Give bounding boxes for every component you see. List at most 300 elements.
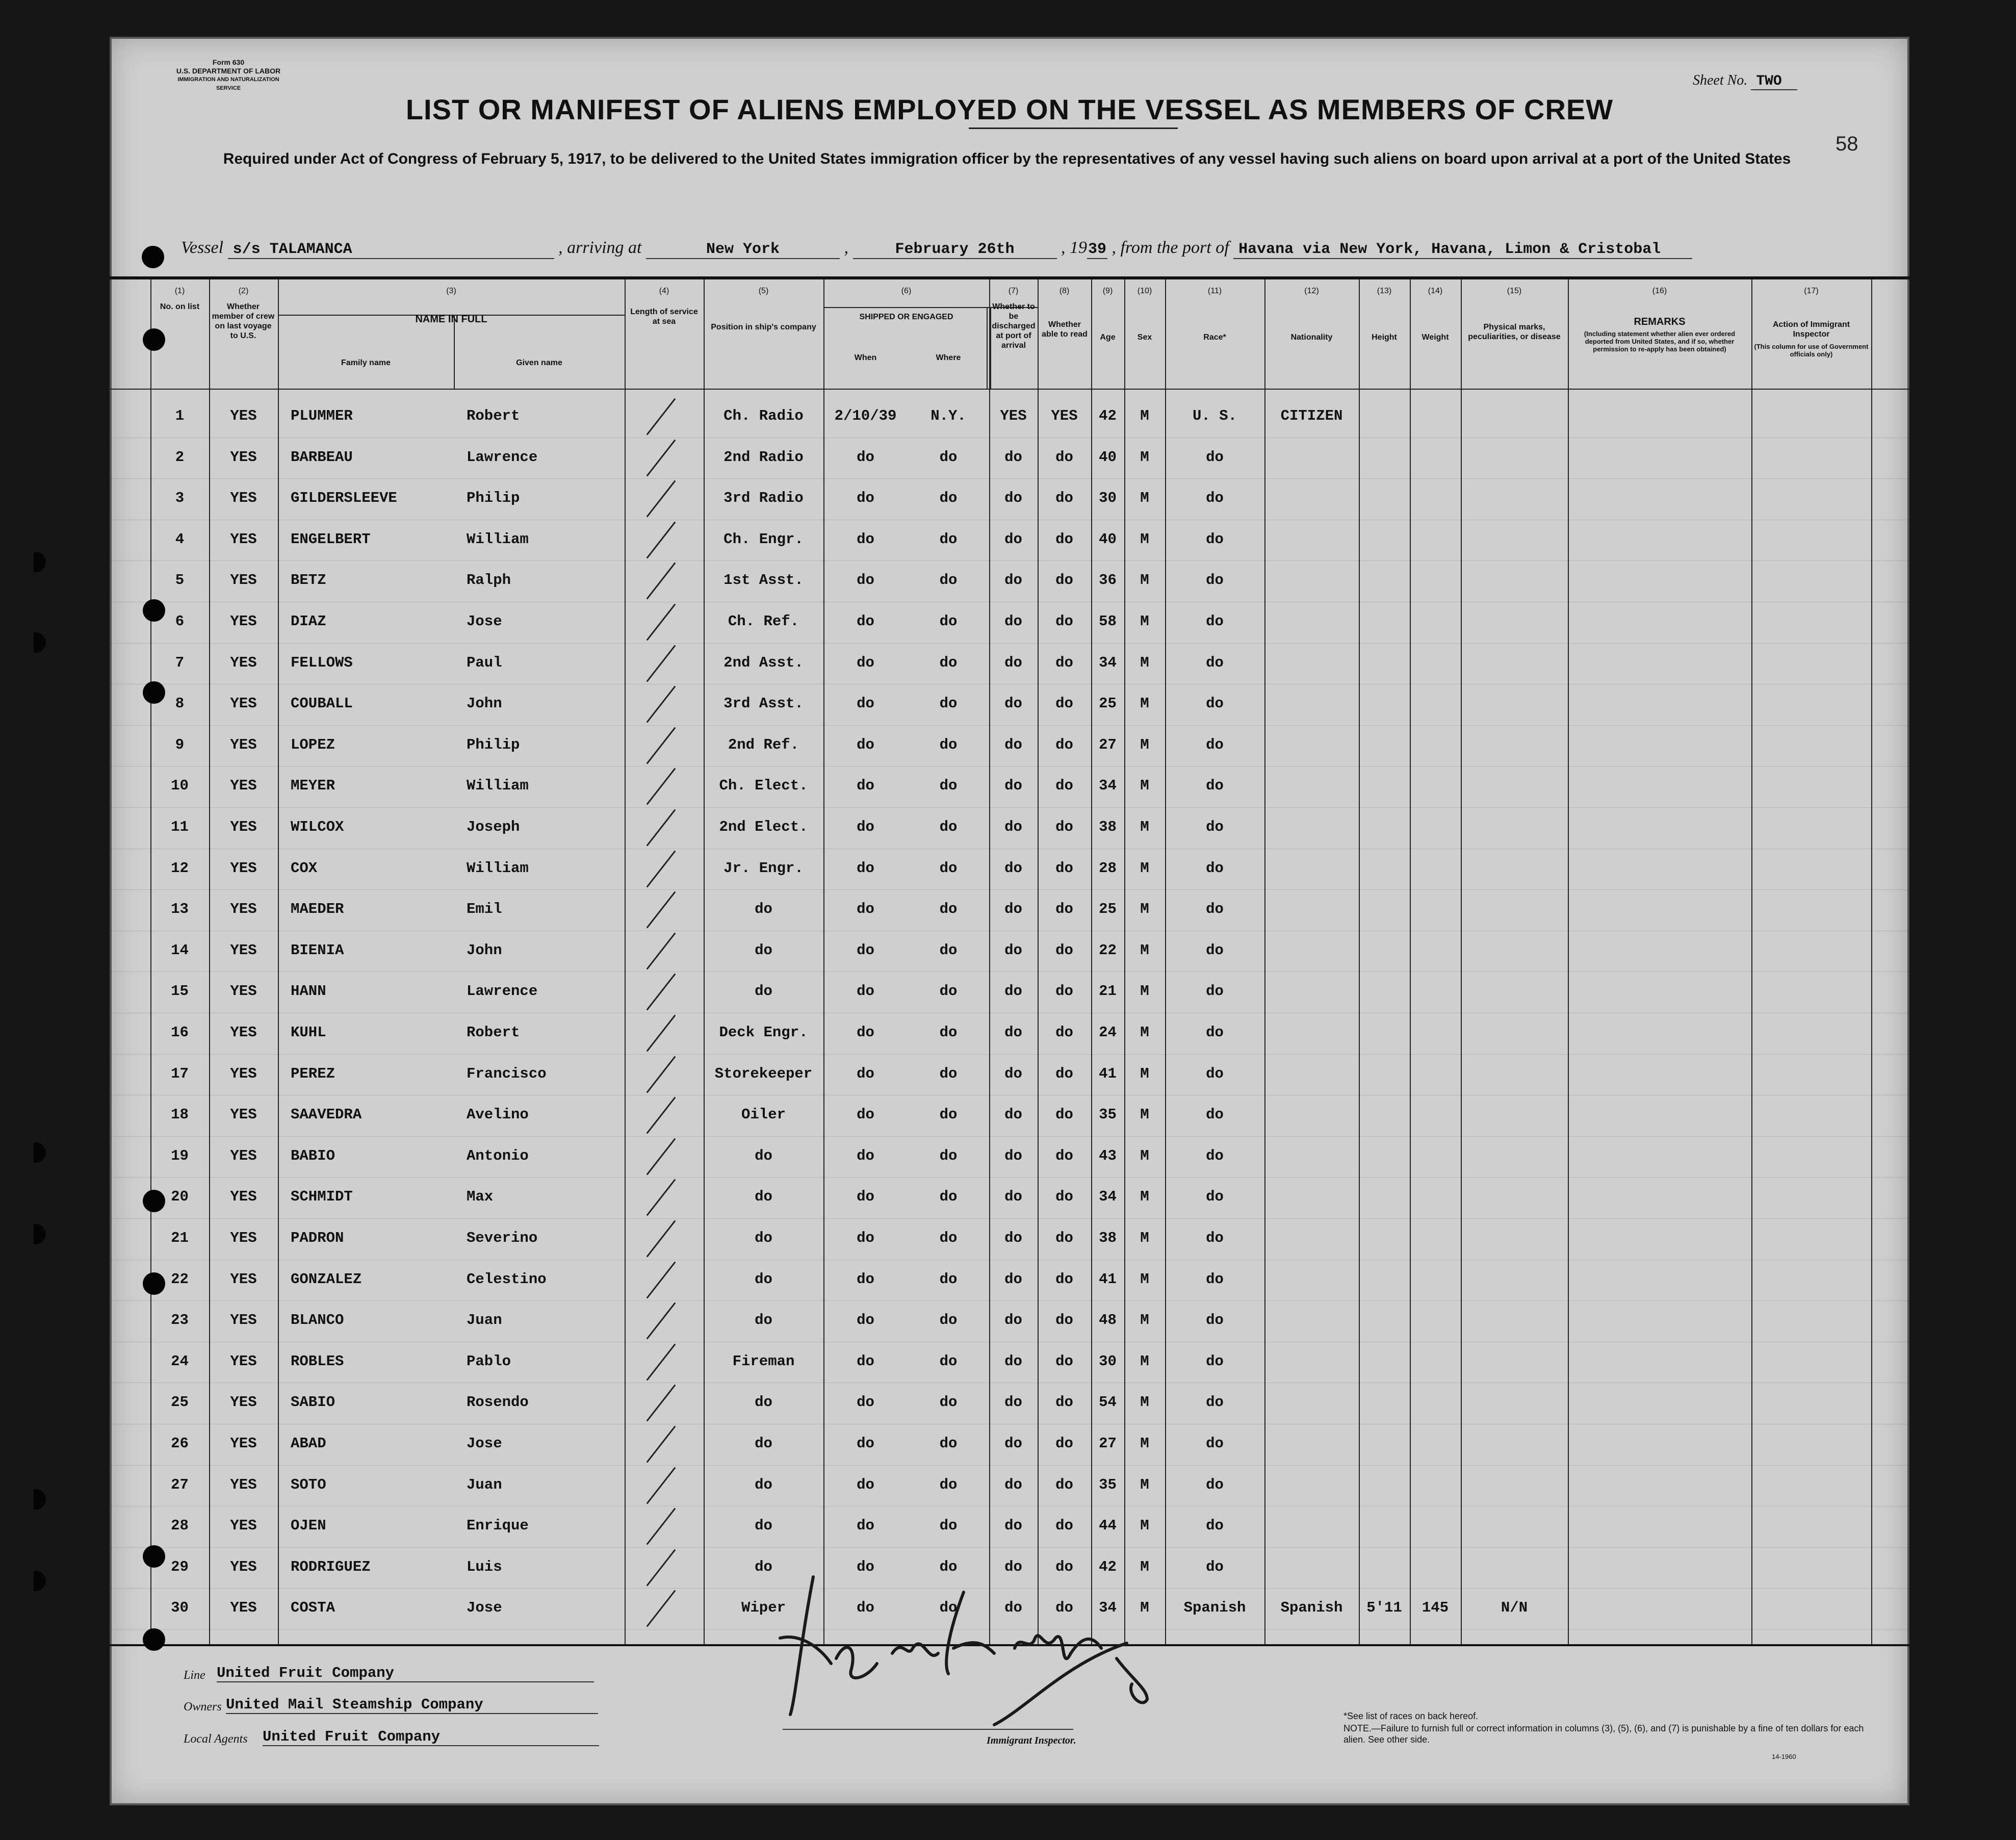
cell-disch: do	[1004, 1394, 1022, 1411]
cell-prev: YES	[230, 1599, 257, 1617]
cell-no: 8	[175, 695, 185, 712]
table-row	[110, 1177, 1909, 1218]
cell-read: do	[1055, 654, 1073, 671]
colnum-8: (8)	[1059, 287, 1070, 295]
cell-no: 20	[171, 1188, 189, 1206]
cell-family: DIAZ	[291, 613, 326, 630]
cell-disch: do	[1004, 1270, 1022, 1288]
cell-given: Juan	[467, 1476, 502, 1493]
cell-given: Luis	[467, 1558, 502, 1575]
cell-no: 15	[171, 983, 189, 1000]
table-row	[110, 1300, 1909, 1341]
header-race: Race*	[1203, 333, 1226, 342]
cell-sex: M	[1140, 777, 1149, 795]
owners-value: United Mail Steamship Company	[226, 1696, 598, 1714]
cell-family: LOPEZ	[291, 736, 335, 753]
service-check-mark	[647, 727, 676, 764]
cell-disch: do	[1004, 1352, 1022, 1370]
cell-when: do	[857, 1558, 874, 1575]
table-row	[110, 1424, 1909, 1465]
cell-no: 1	[175, 407, 185, 424]
cell-sex: M	[1140, 1394, 1149, 1411]
cell-when: do	[857, 1024, 874, 1041]
cell-pos: do	[755, 901, 772, 918]
cell-race: do	[1206, 1230, 1224, 1246]
cell-where: do	[939, 1558, 958, 1575]
cell-race: Spanish	[1183, 1599, 1246, 1617]
cell-sex: M	[1140, 1270, 1149, 1288]
cell-age: 25	[1099, 901, 1117, 918]
cell-given: Francisco	[467, 1065, 547, 1082]
cell-race: do	[1206, 1352, 1224, 1370]
cell-read: do	[1055, 448, 1073, 466]
cell-when: do	[857, 1147, 874, 1164]
print-code: 14-1960	[1772, 1753, 1796, 1760]
service-check-mark	[647, 439, 676, 476]
binder-hole	[25, 632, 46, 653]
cell-sex: M	[1140, 695, 1149, 712]
cell-family: WILCOX	[291, 819, 344, 835]
cell-pos: Ch. Ref.	[728, 613, 799, 630]
cell-race: do	[1206, 983, 1224, 1000]
sheet-number	[1693, 72, 1797, 89]
cell-prev: YES	[230, 941, 257, 959]
binder-hole	[143, 599, 165, 622]
cell-prev: YES	[230, 1312, 257, 1329]
vessel-name: s/s TALAMANCA	[228, 241, 554, 259]
header-where: Where	[936, 353, 961, 362]
cell-pos: Wiper	[741, 1599, 786, 1617]
cell-read: do	[1055, 736, 1073, 753]
cell-where: do	[939, 1188, 958, 1206]
cell-when: do	[857, 530, 874, 548]
cell-given: Avelino	[467, 1106, 529, 1123]
colnum-14: (14)	[1428, 287, 1443, 295]
header-weight: Weight	[1421, 333, 1449, 342]
cell-no: 17	[171, 1065, 189, 1082]
cell-when: do	[857, 1435, 874, 1452]
cell-read: do	[1055, 819, 1073, 835]
cell-prev: YES	[230, 613, 257, 630]
header-age: Age	[1100, 333, 1116, 342]
cell-disch: do	[1004, 572, 1022, 589]
cell-pos: 2nd Asst.	[723, 654, 804, 671]
table-row	[110, 931, 1909, 972]
cell-read: do	[1055, 572, 1073, 589]
cell-disch: do	[1004, 1065, 1022, 1082]
service-check-mark	[647, 480, 676, 518]
cell-sex: M	[1140, 407, 1149, 424]
cell-sex: M	[1140, 1517, 1149, 1535]
cell-where: do	[939, 1024, 958, 1041]
cell-read: do	[1055, 1394, 1073, 1411]
cell-sex: M	[1140, 448, 1149, 466]
cell-pos: do	[755, 1394, 772, 1411]
cell-pos: Jr. Engr.	[723, 859, 804, 877]
header-position: Position in ship's company	[711, 323, 816, 331]
cell-given: Lawrence	[467, 983, 538, 1000]
colnum-5: (5)	[758, 287, 769, 295]
binder-hole	[143, 328, 165, 351]
cell-when: do	[857, 777, 874, 795]
cell-no: 5	[175, 572, 185, 589]
cell-read: do	[1055, 1599, 1073, 1617]
cell-disch: do	[1004, 777, 1022, 795]
cell-when: do	[857, 448, 874, 466]
cell-prev: YES	[230, 1270, 257, 1288]
cell-prev: YES	[230, 819, 257, 835]
cell-age: 27	[1099, 736, 1117, 753]
cell-where: do	[939, 695, 958, 712]
cell-when: do	[857, 1476, 874, 1493]
colnum-12: (12)	[1304, 287, 1319, 295]
cell-pos: Deck Engr.	[719, 1024, 808, 1041]
cell-age: 30	[1099, 1352, 1117, 1370]
service-check-mark	[647, 1138, 676, 1175]
cell-sex: M	[1140, 736, 1149, 753]
service-check-mark	[647, 1220, 676, 1258]
cell-age: 24	[1099, 1024, 1117, 1041]
cell-prev: YES	[230, 1230, 257, 1246]
cell-when: do	[857, 1599, 874, 1617]
cell-family: BETZ	[291, 572, 326, 589]
cell-family: ROBLES	[291, 1352, 344, 1370]
binder-hole	[143, 681, 165, 704]
cell-no: 28	[171, 1517, 189, 1535]
colnum-6: (6)	[901, 287, 912, 295]
cell-race: do	[1206, 1188, 1224, 1206]
cell-read: do	[1055, 1558, 1073, 1575]
cell-where: do	[939, 490, 958, 507]
colnum-10: (10)	[1137, 287, 1152, 295]
cell-disch: do	[1004, 1312, 1022, 1329]
header-discharged: Whether to be discharged at port of arrival	[992, 302, 1036, 350]
agents-label: Local Agents	[184, 1732, 248, 1746]
cell-disch: do	[1004, 695, 1022, 712]
cell-no: 21	[171, 1230, 189, 1246]
cell-read: do	[1055, 695, 1073, 712]
cell-given: Philip	[467, 490, 520, 507]
cell-prev: YES	[230, 1065, 257, 1082]
cell-disch: do	[1004, 530, 1022, 548]
binder-hole	[25, 1224, 46, 1244]
cell-given: Robert	[467, 1024, 520, 1041]
service-check-mark	[647, 1549, 676, 1586]
table-row	[110, 1342, 1909, 1383]
cell-read: do	[1055, 1270, 1073, 1288]
cell-family: BIENIA	[291, 941, 344, 959]
cell-race: do	[1206, 1270, 1224, 1288]
cell-prev: YES	[230, 859, 257, 877]
cell-prev: YES	[230, 1352, 257, 1370]
header-shipped-or-engaged: SHIPPED OR ENGAGED	[859, 313, 953, 321]
cell-no: 11	[171, 819, 189, 835]
cell-read: do	[1055, 1147, 1073, 1164]
cell-disch: do	[1004, 613, 1022, 630]
cell-age: 27	[1099, 1435, 1117, 1452]
cell-pos: do	[755, 941, 772, 959]
cell-read: do	[1055, 490, 1073, 507]
cell-race: do	[1206, 572, 1224, 589]
cell-race: do	[1206, 530, 1224, 548]
cell-age: 54	[1099, 1394, 1117, 1411]
cell-no: 27	[171, 1476, 189, 1493]
cell-sex: M	[1140, 901, 1149, 918]
cell-given: Emil	[467, 901, 502, 918]
service-check-mark	[647, 521, 676, 558]
header-able-to-read: Whether able to read	[1042, 320, 1088, 339]
table-row	[110, 1013, 1909, 1054]
cell-family: GONZALEZ	[291, 1270, 362, 1288]
cell-read: do	[1055, 613, 1073, 630]
cell-pos: 1st Asst.	[723, 572, 804, 589]
header-sex: Sex	[1137, 333, 1152, 342]
table-row	[110, 807, 1909, 848]
cell-prev: YES	[230, 1147, 257, 1164]
cell-sex: M	[1140, 1352, 1149, 1370]
binder-hole	[25, 552, 46, 572]
cell-where: do	[939, 1106, 958, 1123]
header-height: Height	[1372, 333, 1397, 342]
header-nationality: Nationality	[1290, 333, 1333, 342]
cell-where: do	[939, 983, 958, 1000]
colnum-13: (13)	[1377, 287, 1392, 295]
cell-prev: YES	[230, 572, 257, 589]
cell-where: do	[939, 819, 958, 835]
form-number: Form 630	[212, 58, 245, 66]
cell-age: 43	[1099, 1147, 1117, 1164]
binder-hole	[143, 1628, 165, 1651]
cell-disch: do	[1004, 736, 1022, 753]
cell-age: 34	[1099, 654, 1117, 671]
manifest-sheet	[110, 37, 1909, 1805]
cell-given: Jose	[467, 613, 502, 630]
cell-prev: YES	[230, 777, 257, 795]
year-prefix: , 19	[1061, 238, 1087, 257]
cell-read: do	[1055, 1024, 1073, 1041]
cell-given: John	[467, 695, 502, 712]
cell-read: do	[1055, 1517, 1073, 1535]
cell-given: Ralph	[467, 572, 511, 589]
cell-race: do	[1206, 490, 1224, 507]
cell-where: do	[939, 1394, 958, 1411]
cell-when: do	[857, 941, 874, 959]
colnum-16: (16)	[1652, 287, 1667, 295]
cell-age: 35	[1099, 1476, 1117, 1493]
cell-no: 2	[175, 448, 185, 466]
column-divider	[454, 315, 455, 389]
cell-pos: Ch. Radio	[723, 407, 804, 424]
service-check-mark	[647, 604, 676, 641]
colnum-3: (3)	[446, 287, 456, 295]
cell-family: BLANCO	[291, 1312, 344, 1329]
cell-disch: do	[1004, 1024, 1022, 1041]
cell-prev: YES	[230, 490, 257, 507]
cell-pos: 3rd Radio	[723, 490, 804, 507]
cell-read: do	[1055, 859, 1073, 877]
cell-sex: M	[1140, 859, 1149, 877]
cell-disch: do	[1004, 1599, 1022, 1617]
cell-prev: YES	[230, 1188, 257, 1206]
cell-given: Robert	[467, 407, 520, 424]
cell-age: 40	[1099, 448, 1117, 466]
cell-age: 36	[1099, 572, 1117, 589]
cell-age: 38	[1099, 819, 1117, 835]
table-row	[110, 602, 1909, 643]
cell-family: RODRIGUEZ	[291, 1558, 371, 1575]
table-row	[110, 1465, 1909, 1506]
cell-no: 30	[171, 1599, 189, 1617]
cell-age: 42	[1099, 407, 1117, 424]
sheet-number-value: TWO	[1751, 73, 1797, 90]
cell-when: do	[857, 736, 874, 753]
cell-family: COX	[291, 859, 318, 877]
cell-when: do	[857, 819, 874, 835]
cell-no: 10	[171, 777, 189, 795]
header-family-name: Family name	[341, 359, 391, 367]
header-remarks: REMARKS	[1634, 316, 1686, 327]
service-check-mark	[647, 1590, 676, 1627]
cell-race: do	[1206, 1394, 1224, 1411]
cell-race: do	[1206, 448, 1224, 466]
colnum-15: (15)	[1507, 287, 1522, 295]
binder-hole	[25, 1571, 46, 1591]
service-check-mark	[647, 1467, 676, 1504]
cell-disch: do	[1004, 941, 1022, 959]
cell-disch: do	[1004, 448, 1022, 466]
cell-where: do	[939, 1599, 958, 1617]
table-row	[110, 438, 1909, 478]
cell-sex: M	[1140, 490, 1149, 507]
cell-nat: Spanish	[1280, 1599, 1343, 1617]
cell-when: do	[857, 654, 874, 671]
cell-race: do	[1206, 1435, 1224, 1452]
cell-no: 26	[171, 1435, 189, 1452]
cell-age: 48	[1099, 1312, 1117, 1329]
cell-prev: YES	[230, 901, 257, 918]
cell-disch: do	[1004, 1106, 1022, 1123]
cell-given: Rosendo	[467, 1394, 529, 1411]
cell-where: do	[939, 654, 958, 671]
service-check-mark	[647, 645, 676, 682]
cell-family: OJEN	[291, 1517, 326, 1535]
cell-disch: do	[1004, 983, 1022, 1000]
cell-disch: do	[1004, 819, 1022, 835]
table-top-border	[110, 276, 1909, 279]
cell-sex: M	[1140, 819, 1149, 835]
cell-prev: YES	[230, 1394, 257, 1411]
cell-where: do	[939, 530, 958, 548]
table-row	[110, 766, 1909, 807]
cell-disch: do	[1004, 490, 1022, 507]
cell-family: MEYER	[291, 777, 335, 795]
cell-prev: YES	[230, 1476, 257, 1493]
cell-when: do	[857, 1106, 874, 1123]
cell-when: do	[857, 490, 874, 507]
cell-sex: M	[1140, 983, 1149, 1000]
cell-age: 28	[1099, 859, 1117, 877]
cell-race: do	[1206, 1147, 1224, 1164]
cell-pos: Ch. Engr.	[723, 530, 804, 548]
table-row	[110, 643, 1909, 684]
cell-prev: YES	[230, 695, 257, 712]
cell-age: 35	[1099, 1106, 1117, 1123]
cell-race: do	[1206, 901, 1224, 918]
cell-pos: do	[755, 1270, 772, 1288]
header-remarks-note: (Including statement whether alien ever ordered deported from United States, and if so, whether permission to re-apply has been obtained)	[1584, 330, 1736, 353]
cell-where: do	[939, 572, 958, 589]
colnum-7: (7)	[1008, 287, 1019, 295]
penalty-note: NOTE.—Failure to furnish full or correct information in columns (3), (5), (6), and (7) is punishable by a fine of ten dollars for each alien. See other side.	[1343, 1723, 1864, 1745]
cell-where: do	[939, 1476, 958, 1493]
service-check-mark	[647, 686, 676, 723]
table-row	[110, 1218, 1909, 1259]
cell-given: William	[467, 777, 529, 795]
cell-race: do	[1206, 819, 1224, 835]
cell-prev: YES	[230, 530, 257, 548]
cell-when: do	[857, 1065, 874, 1082]
service-check-mark	[647, 932, 676, 969]
cell-age: 58	[1099, 613, 1117, 630]
cell-race: U. S.	[1192, 407, 1237, 424]
cell-age: 41	[1099, 1270, 1117, 1288]
cell-pos: do	[755, 1188, 772, 1206]
cell-pos: 2nd Elect.	[719, 819, 808, 835]
cell-sex: M	[1140, 1024, 1149, 1041]
cell-when: do	[857, 859, 874, 877]
header-no-on-list: No. on list	[160, 302, 200, 311]
cell-disch: do	[1004, 1188, 1022, 1206]
cell-pos: do	[755, 983, 772, 1000]
binder-hole	[25, 1142, 46, 1163]
service-name: IMMIGRATION AND NATURALIZATION SERVICE	[177, 76, 279, 91]
cell-disch: do	[1004, 654, 1022, 671]
service-check-mark	[647, 1097, 676, 1134]
cell-no: 19	[171, 1147, 189, 1164]
cell-race: do	[1206, 654, 1224, 671]
cell-given: Jose	[467, 1599, 502, 1617]
cell-race: do	[1206, 859, 1224, 877]
cell-read: do	[1055, 1476, 1073, 1493]
cell-where: do	[939, 1270, 958, 1288]
cell-where: do	[939, 1230, 958, 1246]
cell-race: do	[1206, 695, 1224, 712]
service-check-mark	[647, 1302, 676, 1340]
cell-race: do	[1206, 777, 1224, 795]
cell-family: ENGELBERT	[291, 530, 371, 548]
cell-prev: YES	[230, 654, 257, 671]
cell-sex: M	[1140, 1558, 1149, 1575]
colnum-2: (2)	[238, 287, 249, 295]
binder-hole	[25, 1489, 46, 1510]
cell-no: 24	[171, 1352, 189, 1370]
cell-where: do	[939, 901, 958, 918]
cell-read: YES	[1051, 407, 1078, 424]
service-check-mark	[647, 809, 676, 847]
cell-race: do	[1206, 1517, 1224, 1535]
table-row	[110, 1383, 1909, 1423]
cell-no: 22	[171, 1270, 189, 1288]
cell-read: do	[1055, 1230, 1073, 1246]
cell-read: do	[1055, 901, 1073, 918]
agents-value: United Fruit Company	[263, 1728, 599, 1746]
header-inspector-action: Action of Immigrant Inspector	[1772, 320, 1850, 339]
arrival-year: 39	[1088, 241, 1107, 258]
cell-given: Philip	[467, 736, 520, 753]
cell-race: do	[1206, 1476, 1224, 1493]
cell-read: do	[1055, 983, 1073, 1000]
line-label: Line	[184, 1669, 205, 1682]
